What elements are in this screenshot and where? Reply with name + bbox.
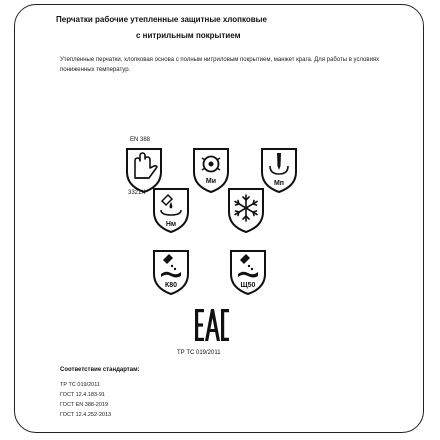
- standards-list: [60, 380, 111, 420]
- product-title: [56, 12, 396, 44]
- en388-label: EN 388: [130, 137, 151, 143]
- mp-label: Мп: [273, 180, 285, 187]
- list-item: ГОСТ EN 388-2019: [60, 402, 109, 408]
- title-line-1: Перчатки рабочие утепленные защитные хлопковые: [56, 15, 267, 24]
- tr-ts-label: ТР ТС 019/2011: [177, 350, 221, 356]
- en388-code: 3321X: [128, 190, 146, 196]
- nm-label: Нм: [165, 221, 177, 228]
- eac-mark-icon: [194, 308, 230, 342]
- title-line-2: с нитрильным покрытием: [136, 31, 241, 40]
- standards-heading: Соответствие стандартам:: [60, 367, 140, 373]
- acid-icon: [151, 248, 191, 296]
- list-item: ГОСТ 12.4.252-2013: [60, 412, 112, 418]
- list-item: ГОСТ 12.4.183-91: [60, 392, 105, 398]
- mi-label: Ми: [205, 178, 217, 185]
- k80-label: К80: [164, 282, 178, 289]
- oil-icon: [151, 186, 191, 234]
- snowflake-icon: [226, 186, 266, 234]
- abrasion-icon: [191, 146, 231, 194]
- sch50-label: Щ50: [240, 282, 256, 289]
- product-description: Утепленные перчатки, хлопковая основа с полным нитриловым покрытием, манжет крага. Для работы в условиях пониженных температур.: [60, 57, 380, 73]
- alkali-icon: [228, 248, 268, 296]
- list-item: ТР ТС 019/2011: [60, 382, 100, 388]
